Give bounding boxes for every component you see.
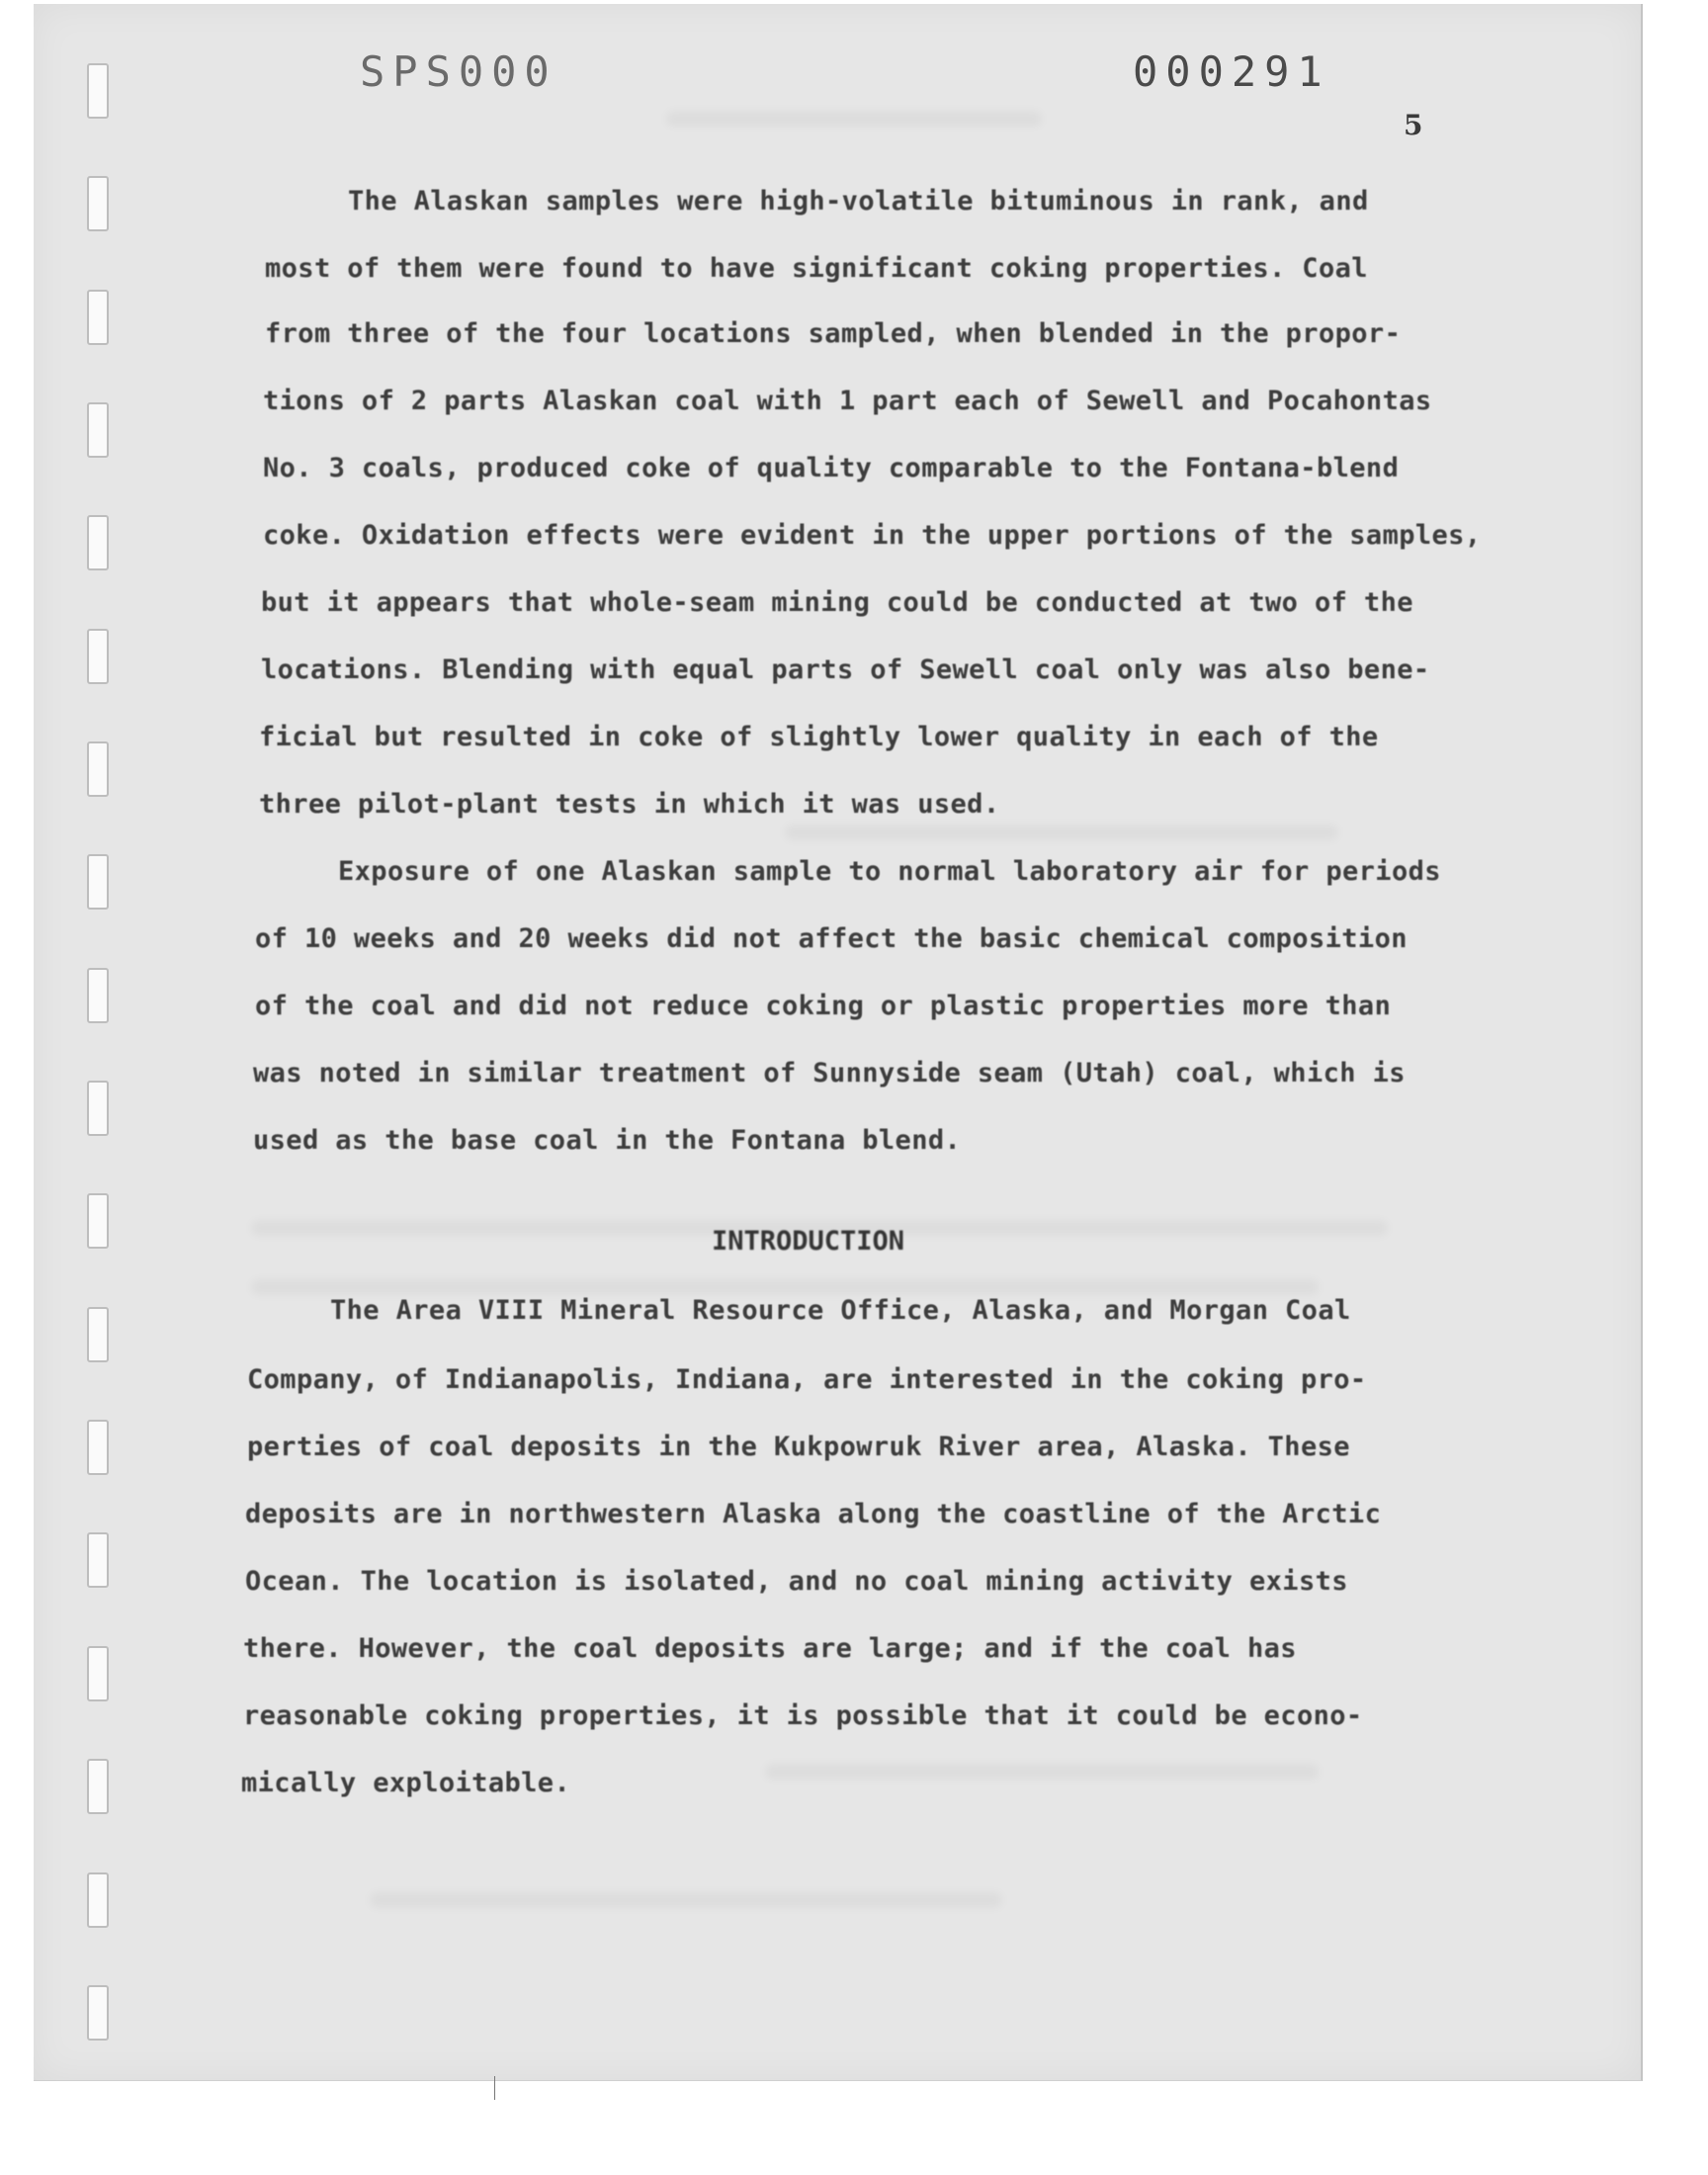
punch-hole xyxy=(87,1420,109,1475)
text-line: Company, of Indianapolis, Indiana, are interested in the coking pro- xyxy=(247,1364,1367,1395)
punch-hole xyxy=(87,1193,109,1249)
text-line: perties of coal deposits in the Kukpowruk River area, Alaska. These xyxy=(247,1432,1350,1462)
bates-stamp-left: SPS000 xyxy=(360,47,557,96)
punch-hole xyxy=(87,968,109,1023)
punch-hole xyxy=(87,1872,109,1928)
punch-hole xyxy=(87,515,109,570)
text-line: No. 3 coals, produced coke of quality comparable to the Fontana-blend xyxy=(263,453,1400,483)
text-line: The Area VIII Mineral Resource Office, Alaska, and Morgan Coal xyxy=(330,1295,1351,1326)
punch-hole xyxy=(87,1646,109,1701)
punch-hole xyxy=(87,1759,109,1814)
punch-hole xyxy=(87,1307,109,1362)
punch-hole xyxy=(87,741,109,797)
page-number: 5 xyxy=(1404,109,1423,141)
bleed-through xyxy=(785,825,1338,840)
punch-hole xyxy=(87,1081,109,1136)
bleed-through xyxy=(765,1764,1319,1780)
text-line: Exposure of one Alaskan sample to normal laboratory air for periods xyxy=(338,856,1441,887)
text-line: of 10 weeks and 20 weeks did not affect the basic chemical composition xyxy=(255,923,1408,954)
text-line: mically exploitable. xyxy=(241,1768,571,1798)
text-line: but it appears that whole-seam mining could be conducted at two of the xyxy=(261,587,1413,618)
punch-hole xyxy=(87,1532,109,1588)
bleed-through xyxy=(251,1279,1319,1295)
text-line: reasonable coking properties, it is possible that it could be econo- xyxy=(243,1700,1363,1731)
punch-hole xyxy=(87,176,109,231)
bleed-through xyxy=(370,1892,1002,1908)
punch-hole xyxy=(87,63,109,119)
text-line: there. However, the coal deposits are large; and if the coal has xyxy=(243,1633,1297,1664)
text-line: tions of 2 parts Alaskan coal with 1 part each of Sewell and Pocahontas xyxy=(263,386,1432,416)
punch-hole xyxy=(87,1985,109,2041)
text-line: most of them were found to have significant coking properties. Coal xyxy=(265,253,1368,284)
punch-hole xyxy=(87,854,109,910)
text-line: three pilot-plant tests in which it was used. xyxy=(259,789,1000,820)
text-line: of the coal and did not reduce coking or plastic properties more than xyxy=(255,991,1392,1021)
text-line: was noted in similar treatment of Sunnyside seam (Utah) coal, which is xyxy=(253,1058,1406,1088)
text-line: used as the base coal in the Fontana blend. xyxy=(253,1125,962,1156)
text-line: Ocean. The location is isolated, and no coal mining activity exists xyxy=(245,1566,1348,1597)
bleed-through xyxy=(666,111,1042,127)
punch-hole xyxy=(87,290,109,345)
section-heading: INTRODUCTION xyxy=(712,1226,905,1257)
text-line: deposits are in northwestern Alaska along the coastline of the Arctic xyxy=(245,1499,1382,1529)
punch-hole xyxy=(87,402,109,458)
text-line: from three of the four locations sampled, when blended in the propor- xyxy=(265,318,1402,349)
text-line: ficial but resulted in coke of slightly lower quality in each of the xyxy=(259,722,1379,752)
text-line: coke. Oxidation effects were evident in the upper portions of the samples, xyxy=(263,520,1482,551)
bates-stamp-right: 000291 xyxy=(1133,47,1330,96)
punch-hole xyxy=(87,629,109,684)
text-line: The Alaskan samples were high-volatile bituminous in rank, and xyxy=(348,186,1369,217)
binder-holes xyxy=(87,63,117,2041)
text-line: locations. Blending with equal parts of Sewell coal only was also bene- xyxy=(261,654,1430,685)
